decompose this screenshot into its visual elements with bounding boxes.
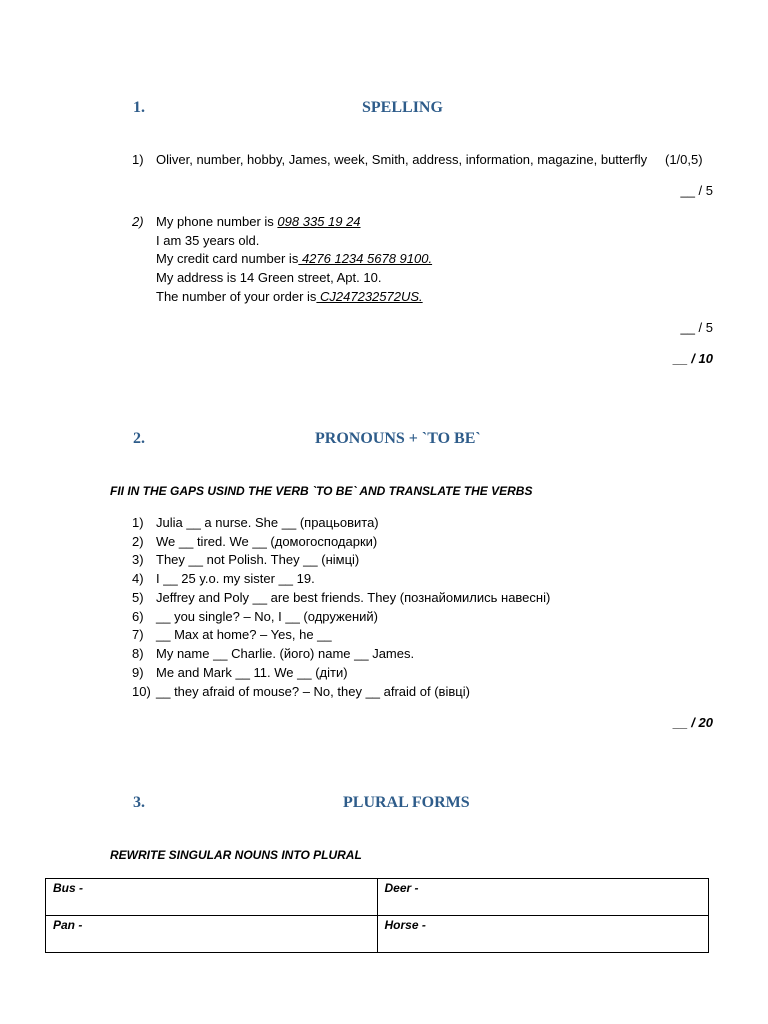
list-item: [132, 627, 332, 642]
list-item: [132, 590, 550, 605]
section-2-title: PRONOUNS + `TO BE`: [315, 430, 481, 447]
spelling-item-2-score: __ / 5: [680, 320, 713, 335]
item-text: Julia __ a nurse. She __ (працьовита): [156, 515, 379, 530]
table-cell[interactable]: Pan -: [46, 916, 378, 953]
section-3-instruction: REWRITE SINGULAR NOUNS INTO PLURAL: [110, 848, 362, 862]
spelling-item-2-line-5: [156, 289, 423, 304]
section-3-number: 3.: [133, 794, 145, 811]
order-number-value: CJ247232572US.: [316, 289, 423, 304]
item-text: __ you single? – No, I __ (одружений): [156, 609, 378, 624]
spelling-item-1-points: (1/0,5): [665, 152, 703, 167]
list-item: [132, 646, 414, 661]
list-item: [132, 571, 315, 586]
item-text: Oliver, number, hobby, James, week, Smith, address, information, magazine, butterfly: [156, 152, 648, 167]
item-text: We __ tired. We __ (домогосподарки): [156, 534, 378, 549]
section-2-instruction: FII IN THE GAPS USIND THE VERB `TO BE` AND TRANSLATE THE VERBS: [110, 484, 533, 498]
item-text: My name __ Charlie. (його) name __ James.: [156, 646, 415, 661]
plural-table: [45, 878, 709, 953]
spelling-item-2: [132, 214, 361, 229]
section-1-title: SPELLING: [362, 99, 443, 116]
section-2-number: 2.: [133, 430, 145, 447]
section-1-total: __ / 10: [673, 351, 713, 366]
spelling-item-1-score: __ / 5: [680, 183, 713, 198]
credit-card-value: 4276 1234 5678 9100.: [298, 251, 433, 266]
item-number: 10): [132, 684, 151, 699]
table-cell[interactable]: Horse -: [377, 916, 709, 953]
item-line-prefix: The number of your order is: [156, 289, 317, 304]
spelling-item-2-line-3: [156, 251, 432, 266]
list-item: [132, 665, 348, 680]
item-text: I __ 25 y.o. my sister __ 19.: [156, 571, 315, 586]
item-number: 1): [132, 515, 144, 530]
item-number: 7): [132, 627, 144, 642]
item-number: 4): [132, 571, 144, 586]
item-line-prefix: My credit card number is: [156, 251, 299, 266]
item-number: 8): [132, 646, 144, 661]
phone-number-value: 098 335 19 24: [277, 214, 361, 229]
item-number: 2): [132, 214, 144, 229]
item-text: __ they afraid of mouse? – No, they __ afraid of (вівці): [156, 684, 470, 699]
item-number: 1): [132, 152, 144, 167]
item-text: Jeffrey and Poly __ are best friends. They (познайомились навесні): [156, 590, 551, 605]
spelling-item-2-line-4: My address is 14 Green street, Apt. 10.: [156, 270, 382, 285]
item-number: 6): [132, 609, 144, 624]
list-item: [132, 609, 378, 624]
item-number: 3): [132, 552, 144, 567]
item-line-prefix: My phone number is: [156, 214, 278, 229]
spelling-item-1: [132, 152, 647, 167]
list-item: [132, 684, 470, 699]
section-1-number: 1.: [133, 99, 145, 116]
list-item: [132, 515, 379, 530]
item-text: Me and Mark __ 11. We __ (діти): [156, 665, 348, 680]
table-cell[interactable]: Bus -: [46, 879, 378, 916]
table-row: [46, 916, 709, 953]
spelling-item-2-line-2: I am 35 years old.: [156, 233, 260, 248]
item-text: They __ not Polish. They __ (німці): [156, 552, 360, 567]
section-2-total: __ / 20: [673, 715, 713, 730]
table-cell[interactable]: Deer -: [377, 879, 709, 916]
list-item: [132, 534, 377, 549]
section-3-title: PLURAL FORMS: [343, 794, 470, 811]
item-number: 2): [132, 534, 144, 549]
list-item: [132, 552, 359, 567]
item-number: 9): [132, 665, 144, 680]
table-row: [46, 879, 709, 916]
item-text: __ Max at home? – Yes, he __: [156, 627, 332, 642]
item-number: 5): [132, 590, 144, 605]
